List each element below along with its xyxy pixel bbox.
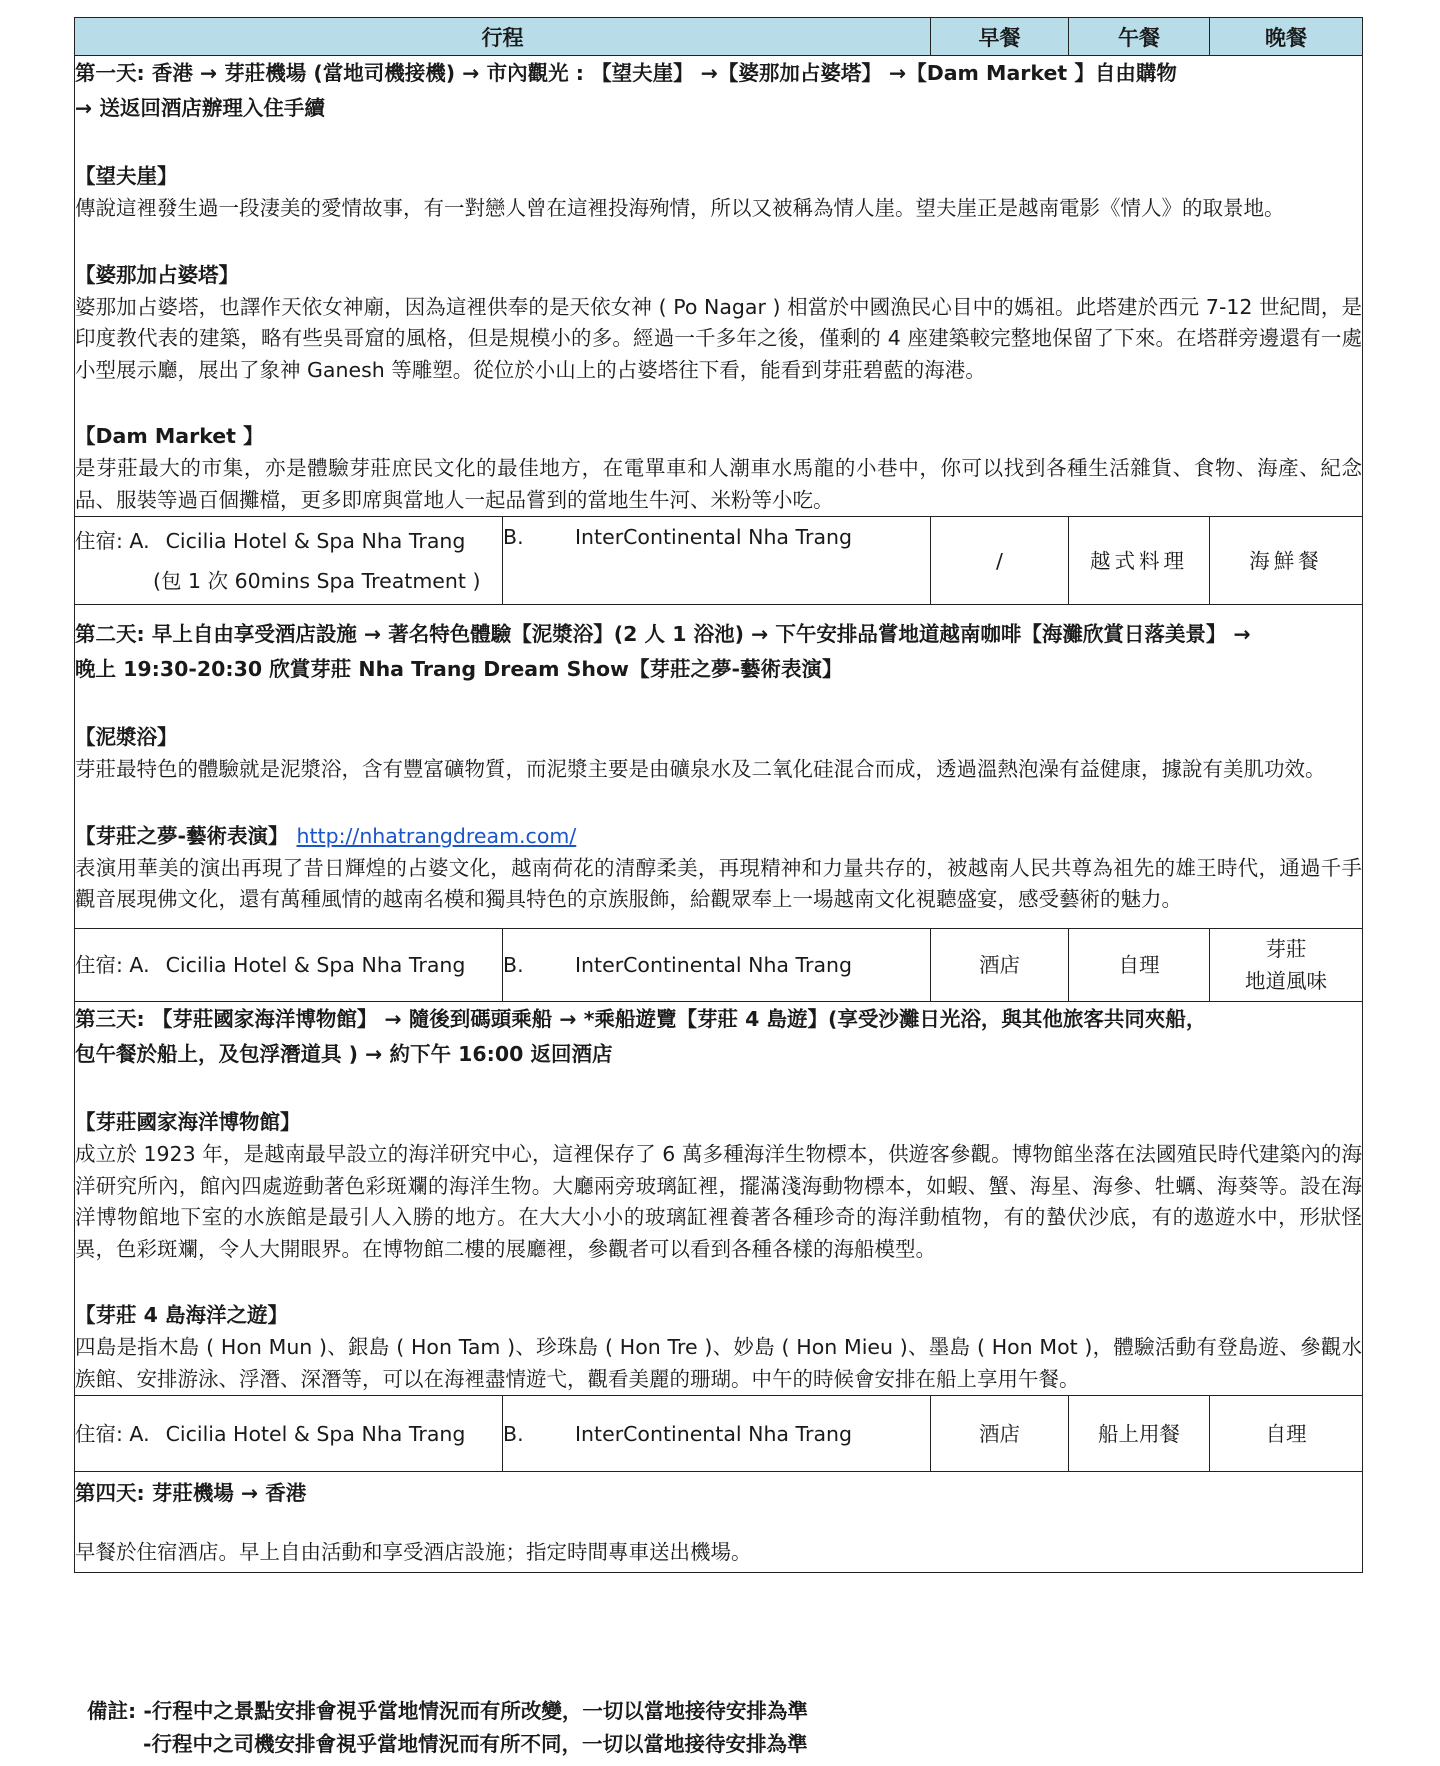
- section-body: 是芽莊最大的市集，亦是體驗芽莊庶民文化的最佳地方，在電單車和人潮車水馬龍的小巷中，你可以找到各種生活雜貨、食物、海產、紀念品、服裝等過百個攤檔，更多即席與當地人一起品嘗到的當地生牛河、米粉等小吃。: [75, 456, 1362, 512]
- day1-route: [75, 56, 1362, 126]
- section-body: 表演用華美的演出再現了昔日輝煌的占婆文化，越南荷花的清醇柔美，再現精神和力量共存的，被越南人民共尊為祖先的雄王時代，通過千手觀音展現佛文化，還有萬種風情的越南名模和獨具特色的京族服飾，給觀眾奉上一場越南文化視聽盛宴，感受藝術的魅力。: [75, 855, 1362, 912]
- day1-hotel-b: [503, 517, 931, 605]
- day1-detail: [75, 56, 1363, 517]
- day1-breakfast: /: [931, 517, 1069, 605]
- section-body: 四島是指木島 ( Hon Mun )、銀島 ( Hon Tam )、珍珠島 ( Hon Tre )、妙島 ( Hon Mieu )、墨島 ( Hon Mot )，體驗活動有登島遊、參觀水族館、安排游泳、浮潛、深潛等，可以在海裡盡情遊弋，觀看美麗的珊瑚。中午的時候會安排在船上享用午餐。: [75, 1335, 1362, 1391]
- day3-hotel-b: [503, 1396, 931, 1472]
- hotel-a-name: Cicilia Hotel & Spa Nha Trang: [165, 953, 466, 977]
- day2-dinner: [1210, 929, 1363, 1002]
- section-body: 傳說這裡發生過一段淒美的愛情故事，有一對戀人曾在這裡投海殉情，所以又被稱為情人崖。望夫崖正是越南電影《情人》的取景地。: [75, 196, 1285, 220]
- day2-dinner-line1: 芽莊: [1265, 937, 1307, 961]
- remarks: [87, 1695, 808, 1761]
- section-title: 【Dam Market 】: [75, 424, 264, 448]
- section-title: 【望夫崖】: [75, 164, 178, 188]
- day4-route: 第四天: 芽莊機場 → 香港: [75, 1480, 307, 1505]
- hotel-b-label: B.: [503, 525, 524, 549]
- section-body: 婆那加占婆塔，也譯作天依女神廟，因為這裡供奉的是天依女神 ( Po Nagar ) 相當於中國漁民心目中的媽祖。此塔建於西元 7-12 世紀間，是印度教代表的建築，略有些吳哥窟的風格，但是規模小的多。經過一千多年之後，僅剩的 4 座建築較完整地保留了下來。在塔群旁邊還有一處小型展示廳，展出了象神 Ganesh 等雕塑。從位於小山上的占婆塔往下看，能看到芽莊碧藍的海港。: [75, 294, 1362, 382]
- day4-detail-row: [75, 1472, 1363, 1573]
- hotel-a-name: Cicilia Hotel & Spa Nha Trang: [165, 528, 466, 553]
- day3-route-line2: 包午餐於船上，及包浮潛道具 ) → 約下午 16:00 返回酒店: [75, 1042, 613, 1066]
- day3-detail: [75, 1002, 1363, 1396]
- day1-route-line1: 第一天: 香港 → 芽莊機場 (當地司機接機) → 市內觀光 : 【望夫崖】 →【婆那加占婆塔】 →【Dam Market 】自由購物: [75, 61, 1177, 85]
- hotel-a-note: (包 1 次 60mins Spa Treatment ): [153, 568, 481, 593]
- day1-detail-row: [75, 56, 1363, 517]
- day4-body: 早餐於住宿酒店。早上自由活動和享受酒店設施；指定時間專車送出機場。: [75, 1539, 752, 1564]
- itinerary-table: [74, 17, 1363, 1573]
- section-body: 成立於 1923 年，是越南最早設立的海洋研究中心，這裡保存了 6 萬多種海洋生物標本，供遊客參觀。博物館坐落在法國殖民時代建築內的海洋研究所內，館內四處遊動著色彩斑斕的海洋生物。大廳兩旁玻璃缸裡，擺滿淺海動物標本，如蝦、蟹、海星、海參、牡蠣、海葵等。設在海洋博物館地下室的水族館是最引人入勝的地方。在大大小小的玻璃缸裡養著各種珍奇的海洋動植物，有的蟄伏沙底，有的遨遊水中，形狀怪異，色彩斑斕，令人大開眼界。在博物館二樓的展廳裡，參觀者可以看到各種各樣的海船模型。: [75, 1142, 1362, 1261]
- day2-hotel-a: [75, 929, 503, 1002]
- stay-label: 住宿: A.: [75, 1421, 150, 1446]
- header-lunch: 午餐: [1069, 18, 1210, 56]
- section-title: 【芽莊國家海洋博物館】: [75, 1110, 301, 1134]
- day3-detail-row: [75, 1002, 1363, 1396]
- day1-stay-row: [75, 517, 1363, 605]
- section-body: 芽莊最特色的體驗就是泥漿浴，含有豐富礦物質，而泥漿主要是由礦泉水及二氧化硅混合而成，透過溫熱泡澡有益健康，據說有美肌功效。: [75, 757, 1326, 782]
- day1-dinner: 海鮮餐: [1210, 517, 1363, 605]
- section-title-text: 【芽莊之夢-藝術表演】: [75, 823, 289, 848]
- day2-route: [75, 617, 1362, 687]
- day2-route-line2: 晚上 19:30-20:30 欣賞芽莊 Nha Trang Dream Show【芽莊之夢-藝術表演】: [75, 657, 843, 682]
- day3-route-line1: 第三天: 【芽莊國家海洋博物館】 → 隨後到碼頭乘船 → *乘船遊覽【芽莊 4 島遊】(享受沙灘日光浴，與其他旅客共同夾船，: [75, 1007, 1207, 1031]
- day3-hotel-a: [75, 1396, 503, 1472]
- hotel-a-name: Cicilia Hotel & Spa Nha Trang: [165, 1421, 466, 1446]
- day1-hotel-a: [75, 517, 503, 605]
- section-title: 【泥漿浴】: [75, 725, 178, 750]
- stay-label: 住宿: A.: [75, 953, 150, 977]
- day3-stay-row: [75, 1396, 1363, 1472]
- day2-detail-row: [75, 605, 1363, 929]
- dream-show-link[interactable]: http://nhatrangdream.com/: [296, 823, 577, 848]
- section-title: 【芽莊 4 島海洋之遊】: [75, 1303, 289, 1327]
- day1-route-line2: → 送返回酒店辦理入住手續: [75, 96, 325, 120]
- day3-dinner: 自理: [1210, 1396, 1363, 1472]
- hotel-b-label: B.: [503, 953, 524, 977]
- hotel-b-name: InterContinental Nha Trang: [575, 525, 853, 549]
- day3-lunch: 船上用餐: [1069, 1396, 1210, 1472]
- table-header-row: [75, 18, 1363, 56]
- hotel-b-name: InterContinental Nha Trang: [575, 1421, 853, 1446]
- day2-stay-row: [75, 929, 1363, 1002]
- hotel-b-label: B.: [503, 1421, 524, 1446]
- hotel-b-name: InterContinental Nha Trang: [575, 953, 853, 977]
- itinerary-sheet: [74, 17, 1362, 1573]
- day2-hotel-b: [503, 929, 931, 1002]
- section-title: 【婆那加占婆塔】: [75, 262, 239, 287]
- section-title-with-link: [75, 819, 1362, 853]
- day2-dinner-line2: 地道風味: [1245, 969, 1327, 993]
- day3-breakfast: 酒店: [931, 1396, 1069, 1472]
- day3-route: [75, 1002, 1362, 1072]
- header-breakfast: 早餐: [931, 18, 1069, 56]
- header-itinerary: 行程: [75, 18, 931, 56]
- remark-line1: 備註: -行程中之景點安排會視乎當地情況而有所改變，一切以當地接待安排為準: [87, 1699, 808, 1723]
- day2-breakfast: 酒店: [931, 929, 1069, 1002]
- day2-lunch: 自理: [1069, 929, 1210, 1002]
- remark-line2: -行程中之司機安排會視乎當地情況而有所不同，一切以當地接待安排為準: [143, 1732, 808, 1756]
- day1-lunch: 越式料理: [1069, 517, 1210, 605]
- day2-detail: [75, 605, 1363, 929]
- day4-detail: [75, 1472, 1363, 1573]
- day2-route-line1: 第二天: 早上自由享受酒店設施 → 著名特色體驗【泥漿浴】(2 人 1 浴池) → 下午安排品嘗地道越南咖啡【海灘欣賞日落美景】 →: [75, 622, 1251, 647]
- header-dinner: 晚餐: [1210, 18, 1363, 56]
- stay-label: 住宿: A.: [75, 528, 150, 553]
